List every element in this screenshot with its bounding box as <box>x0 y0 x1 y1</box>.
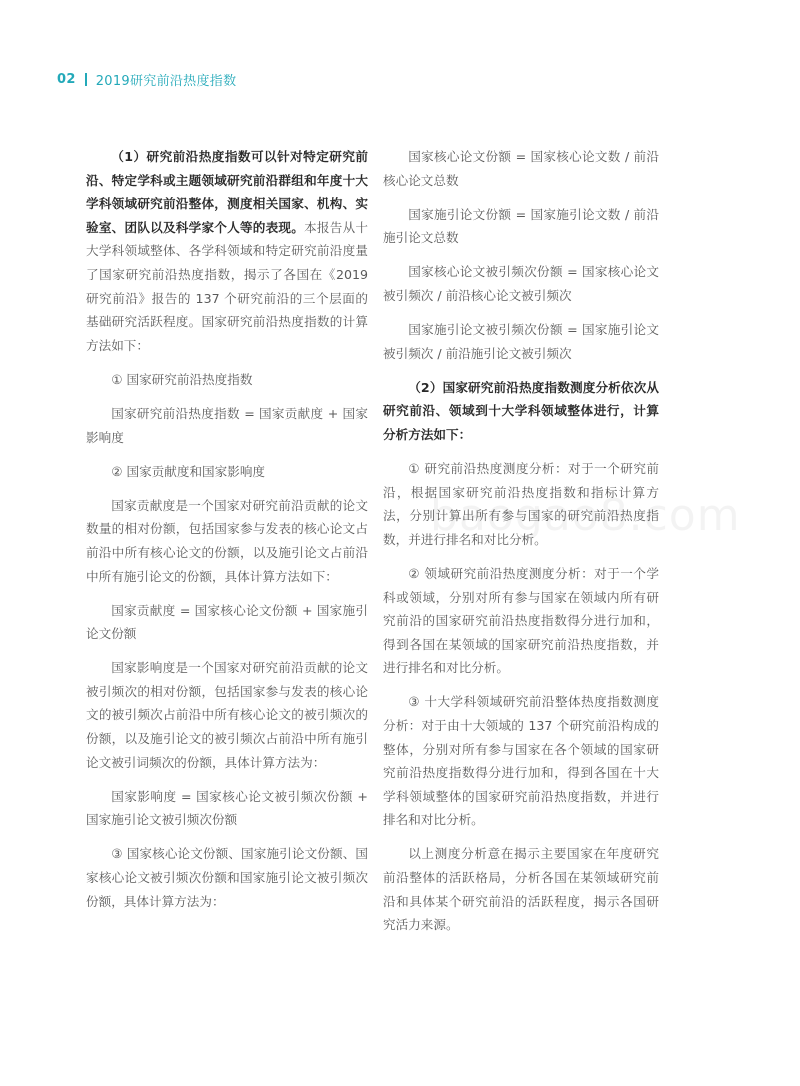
left-column <box>86 145 368 924</box>
intro-body: 本报告从十大学科领域整体、各学科领域和特定研究前沿度量了国家研究前沿热度指数，揭示了各国在《2019 研究前沿》报告的 137 个研究前沿的三个层面的基础研究活跃程度。国家研究前沿热度指数的计算方法如下： <box>86 219 369 353</box>
analysis-front: ① 研究前沿热度测度分析：对于一个研究前沿，根据国家研究前沿热度指数和指标计算方法，分别计算出所有参与国家的研究前沿热度指数，并进行排名和对比分析。 <box>383 461 659 547</box>
page-number: 02 <box>57 72 76 87</box>
conclusion-paragraph: 以上测度分析意在揭示主要国家在年度研究前沿整体的活跃格局，分析各国在某领域研究前沿和具体某个研究前沿的活跃程度，揭示各国研究活力来源。 <box>383 846 659 933</box>
intro-bold-lead: （1）研究前沿热度指数可以针对特定研究前沿、特定学科或主题领域研究前沿群组和年度十大学科领域研究前沿整体，测度相关国家、机构、实验室、团队以及科学家个人等的表现。 <box>86 149 368 235</box>
analysis-field: ② 领域研究前沿热度测度分析：对于一个学科或领域，分别对所有参与国家在领域内所有研究前沿的国家研究前沿热度指数得分进行加和，得到各国在某领域的国家研究前沿热度指数，并进行排名和对比分析。 <box>383 565 659 676</box>
contribution-paragraph: 国家贡献度是一个国家对研究前沿贡献的论文数量的相对份额，包括国家参与发表的核心论文占前沿中所有核心论文的份额，以及施引论文占前沿中所有施引论文的份额，具体计算方法如下： <box>86 497 368 584</box>
running-header <box>57 70 236 89</box>
report-title: 2019研究前沿热度指数 <box>95 74 237 89</box>
formula-core-share: 国家核心论文份额 = 国家核心论文数 / 前沿核心论文总数 <box>383 149 659 188</box>
subheading-3: ③ 国家核心论文份额、国家施引论文份额、国家核心论文被引频次份额和国家施引论文被引频次份额，具体计算方法为： <box>86 846 368 909</box>
formula-citing-citation-share: 国家施引论文被引频次份额 = 国家施引论文被引频次 / 前沿施引论文被引频次 <box>383 322 659 361</box>
influence-paragraph: 国家影响度是一个国家对研究前沿贡献的论文被引频次的相对份额，包括国家参与发表的核心论文的被引频次占前沿中所有核心论文的被引频次的份额，以及施引论文的被引频次占前沿中所有施引论文被引词频次的份额，具体计算方法为： <box>86 660 368 770</box>
formula-heat-index: 国家研究前沿热度指数 = 国家贡献度 + 国家影响度 <box>86 405 368 445</box>
header-divider <box>85 73 87 86</box>
analysis-overall: ③ 十大学科领域研究前沿整体热度指数测度分析：对于由十大领域的 137 个研究前沿构成的整体，分别对所有参与国家在各个领域的国家研究前沿热度指数得分进行加和，得到各国在十大学科领域整体的国家研究前沿热度指数，并进行排名和对比分析。 <box>383 694 659 828</box>
subheading-1: ① 国家研究前沿热度指数 <box>111 371 253 387</box>
subheading-2: ② 国家贡献度和国家影响度 <box>111 463 266 479</box>
right-column <box>383 145 659 947</box>
formula-influence: 国家影响度 = 国家核心论文被引频次份额 + 国家施引论文被引频次份额 <box>86 788 368 828</box>
section-2-heading: （2）国家研究前沿热度指数测度分析依次从研究前沿、领域到十大学科领域整体进行，计算分析方法如下： <box>383 379 659 442</box>
formula-core-citation-share: 国家核心论文被引频次份额 = 国家核心论文被引频次 / 前沿核心论文被引频次 <box>383 264 659 303</box>
formula-contribution: 国家贡献度 = 国家核心论文份额 + 国家施引论文份额 <box>86 602 368 642</box>
formula-citing-share: 国家施引论文份额 = 国家施引论文数 / 前沿施引论文总数 <box>383 206 659 246</box>
intro-paragraph <box>86 145 368 357</box>
